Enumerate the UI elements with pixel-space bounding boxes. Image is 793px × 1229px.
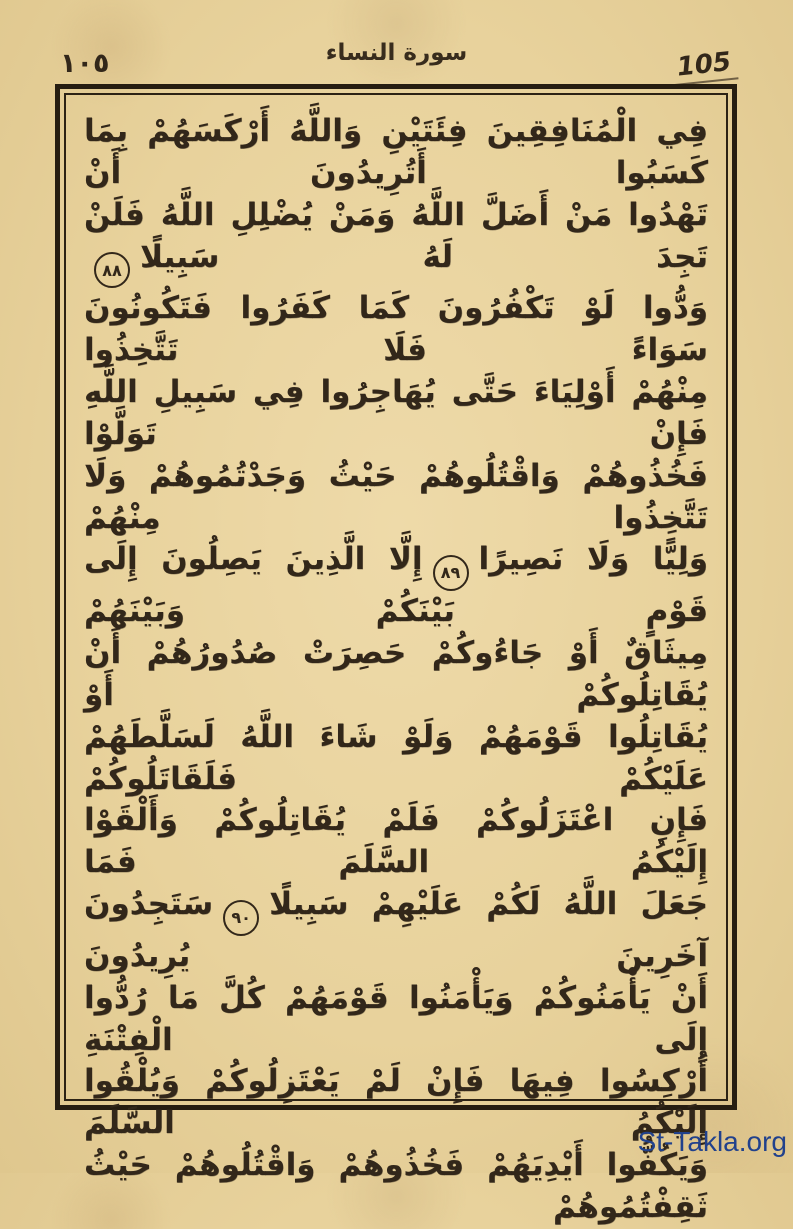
verse-text: يُقَاتِلُوا قَوْمَهُمْ وَلَوْ شَاءَ اللَّهُ لَسَلَّطَهُمْ عَلَيْكُمْ فَلَقَاتَلُوكُمْ [84, 718, 708, 797]
quran-text-line [84, 288, 708, 372]
quran-text-line [84, 800, 708, 884]
verse-text: إِلَّا الَّذِينَ يَصِلُونَ إِلَى قَوْمٍ بَيْنَكُمْ وَبَيْنَهُمْ [84, 541, 708, 630]
verse-text: مِيثَاقٌ أَوْ جَاءُوكُمْ حَصِرَتْ صُدُورُهُمْ أَنْ يُقَاتِلُوكُمْ أَوْ [84, 635, 708, 713]
page-number-latin: 105 [665, 46, 738, 86]
quran-text-line [84, 978, 708, 1062]
verse-text: أُرْكِسُوا فِيهَا فَإِنْ لَمْ يَعْتَزِلُوكُمْ وَيُلْقُوا إِلَيْكُمُ السَّلَمَ [84, 1063, 708, 1142]
quran-text-line [84, 195, 708, 289]
quran-text-line [84, 717, 708, 801]
verse-text: وَيَكُفُّوا أَيْدِيَهُمْ فَخُذُوهُمْ وَاقْتُلُوهُمْ حَيْثُ ثَقِفْتُمُوهُمْ [84, 1147, 708, 1225]
quran-text-line [84, 111, 708, 195]
verse-text: أَنْ يَأْمَنُوكُمْ وَيَأْمَنُوا قَوْمَهُمْ كُلَّ مَا رُدُّوا إِلَى الْفِتْنَةِ [84, 979, 708, 1058]
quran-text-line [84, 1145, 708, 1229]
quran-text-line [84, 633, 708, 717]
verse-text: فَخُذُوهُمْ وَاقْتُلُوهُمْ حَيْثُ وَجَدْتُمُوهُمْ وَلَا تَتَّخِذُوا مِنْهُمْ [84, 457, 708, 536]
verse-number-marker: ٨٨ [94, 252, 130, 288]
verse-text: وَلِيًّا وَلَا نَصِيرًا [478, 541, 708, 578]
quran-text-line [84, 539, 708, 633]
verse-number-marker: ٨٩ [433, 555, 469, 591]
quran-text-line [84, 372, 708, 456]
verse-text: فَإِنِ اعْتَزَلُوكُمْ فَلَمْ يُقَاتِلُوكُمْ وَأَلْقَوْا إِلَيْكُمُ السَّلَمَ فَمَا [84, 802, 708, 881]
verse-text: جَعَلَ اللَّهُ لَكُمْ عَلَيْهِمْ سَبِيلًا [269, 886, 708, 923]
verse-text: تَهْدُوا مَنْ أَضَلَّ اللَّهُ وَمَنْ يُضْلِلِ اللَّهُ فَلَنْ تَجِدَ لَهُ سَبِيلًا [84, 196, 708, 275]
verse-text: فِي الْمُنَافِقِينَ فِئَتَيْنِ وَاللَّهُ أَرْكَسَهُمْ بِمَا كَسَبُوا أَتُرِيدُونَ أَنْ [84, 113, 708, 191]
verse-text: وَدُّوا لَوْ تَكْفُرُونَ كَمَا كَفَرُوا فَتَكُونُونَ سَوَاءً فَلَا تَتَّخِذُوا [84, 290, 708, 369]
quran-text-line [84, 456, 708, 540]
surah-title: سورة النساء [325, 40, 468, 66]
page-number-arabic: ١٠٥ [60, 48, 110, 79]
verse-number-marker: ٩٠ [223, 900, 259, 936]
verse-text: سَتَجِدُونَ آخَرِينَ يُرِيدُونَ [84, 886, 708, 974]
watermark-sttakla: St-Takla.org [637, 1126, 787, 1157]
quran-text-line [84, 1061, 708, 1145]
quran-text-line [84, 884, 708, 978]
verse-text: مِنْهُمْ أَوْلِيَاءَ حَتَّى يُهَاجِرُوا فِي سَبِيلِ اللَّهِ فَإِنْ تَوَلَّوْا [84, 374, 708, 452]
